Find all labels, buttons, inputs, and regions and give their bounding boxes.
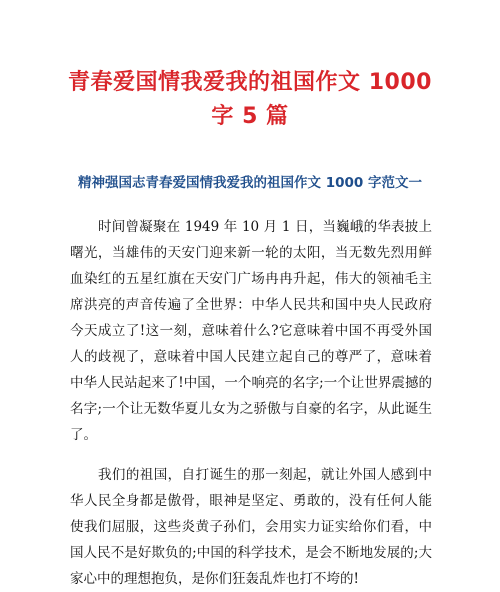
paragraph-1: 时间曾凝聚在 1949 年 10 月 1 日，当巍峨的华表披上曙光，当雄伟的天安门迎来新一轮的太阳，当无数先烈用鲜血染红的五星红旗在天安门广场冉冉升起，伟大的领袖毛主席洪亮的声音传遍了全世界：中华人民共和国中央人民政府今天成立了!这一刻，意味着什么?它意味着中国不再受外国人的歧视了，意味着中国人民建立起自己的尊严了，意味着中华人民站起来了!中国，一个响亮的名字;一个让世界震撼的名字;一个让无数华夏儿女为之骄傲与自豪的名字，从此诞生了。 <box>70 219 432 443</box>
document-title <box>0 66 500 134</box>
title-line-2: 字 5 篇 <box>211 104 289 129</box>
section-heading: 精神强国志青春爱国情我爱我的祖国作文 1000 字范文一 <box>78 175 422 191</box>
article-body <box>0 214 500 592</box>
title-line-1: 青春爱国情我爱我的祖国作文 1000 <box>68 70 432 95</box>
paragraph-2: 我们的祖国，自打诞生的那一刻起，就让外国人感到中华人民全身都是傲骨，眼神是坚定、勇敢的，没有任何人能使我们屈服，这些炎黄子孙们，会用实力证实给你们看，中国人民不是好欺负的;中国的科学技术，是会不断地发展的;大家心中的理想抱负，是你们狂轰乱炸也打不垮的! <box>70 467 432 587</box>
